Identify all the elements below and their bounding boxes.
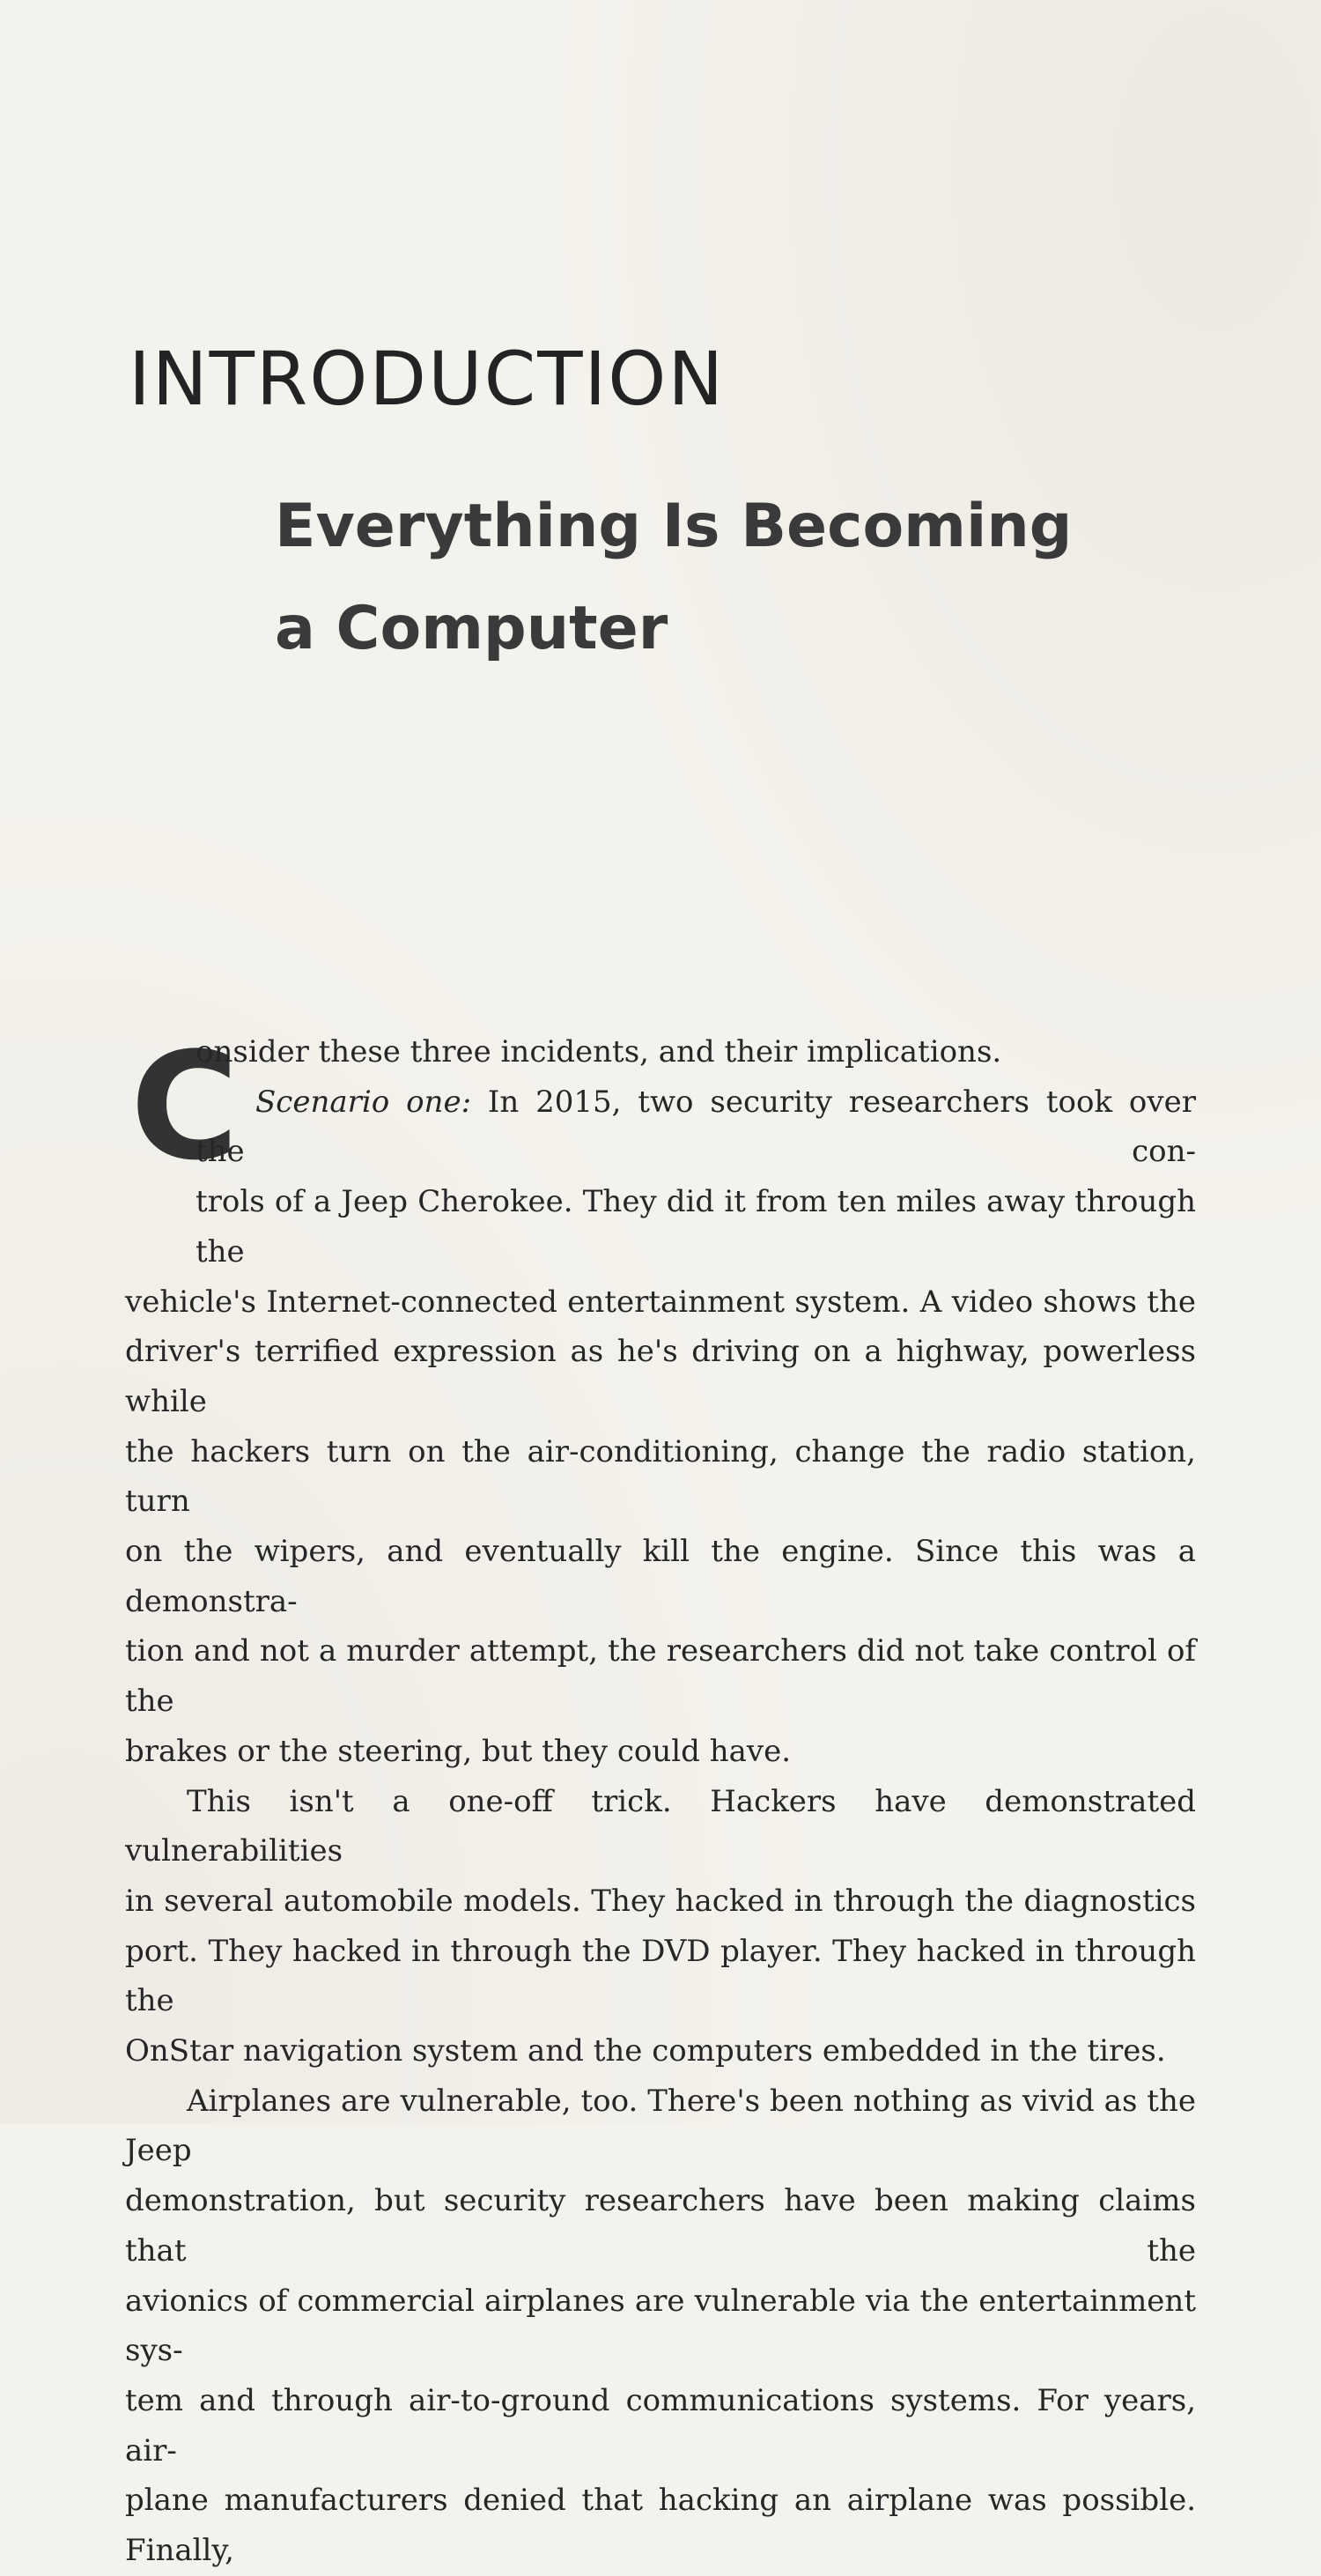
chapter-title-line-1: Everything Is Becoming	[275, 492, 1073, 561]
paragraph-2	[125, 1077, 1196, 1777]
paragraph-2-line-4: driver's terrified expression as he's driving on a highway, powerless while	[125, 1334, 1196, 1419]
paragraph-2-line-2: trols of a Jeep Cherokee. They did it from ten miles away through the	[196, 1184, 1196, 1269]
paragraph-3	[125, 1777, 1196, 2076]
chapter-title-line-2: a Computer	[275, 594, 668, 663]
body-text	[125, 1020, 1196, 2576]
paragraph-4	[125, 2076, 1196, 2576]
paragraph-4-line-3: avionics of commercial airplanes are vulnerable via the entertainment sys-	[125, 2283, 1196, 2369]
paragraph-4-line-4: tem and through air-to-ground communications systems. For years, air-	[125, 2382, 1196, 2469]
paragraph-3-line-3: port. They hacked in through the DVD player. They hacked in through the	[125, 1933, 1196, 2019]
paragraph-3-line-4: OnStar navigation system and the computers embedded in the tires.	[125, 2033, 1166, 2069]
paragraph-4-line-5: plane manufacturers denied that hacking an airplane was possible. Finally,	[125, 2483, 1196, 2569]
paragraph-2-line-1	[125, 1077, 1196, 1177]
chapter-label: INTRODUCTION	[129, 336, 726, 422]
paragraph-2-line-1-rest: In 2015, two security researchers took over the con-	[196, 1084, 1196, 1170]
paragraph-2-line-3: vehicle's Internet-connected entertainment system. A video shows the	[125, 1284, 1196, 1320]
paragraph-1	[125, 1027, 1196, 1077]
paragraph-4-line-2: demonstration, but security researchers have been making claims that the	[125, 2183, 1196, 2269]
drop-cap: C	[130, 1020, 240, 1193]
paragraph-1-line-1: onsider these three incidents, and their implications.	[196, 1034, 1002, 1070]
scenario-one-label: Scenario one:	[255, 1084, 472, 1120]
paragraph-2-line-8: brakes or the steering, but they could have.	[125, 1733, 792, 1769]
paragraph-4-line-1: Airplanes are vulnerable, too. There's been nothing as vivid as the Jeep	[125, 2083, 1196, 2169]
paragraph-3-line-2: in several automobile models. They hacked in through the diagnostics	[125, 1883, 1196, 1919]
paragraph-3-line-1: This isn't a one-off trick. Hackers have demonstrated vulnerabilities	[125, 1783, 1196, 1869]
paragraph-2-line-5: the hackers turn on the air-conditioning, change the radio station, turn	[125, 1433, 1196, 1520]
paragraph-2-line-6: on the wipers, and eventually kill the engine. Since this was a demonstra-	[125, 1534, 1196, 1619]
paragraph-2-line-7: tion and not a murder attempt, the researchers did not take control of the	[125, 1633, 1196, 1720]
chapter-title	[275, 476, 1072, 680]
